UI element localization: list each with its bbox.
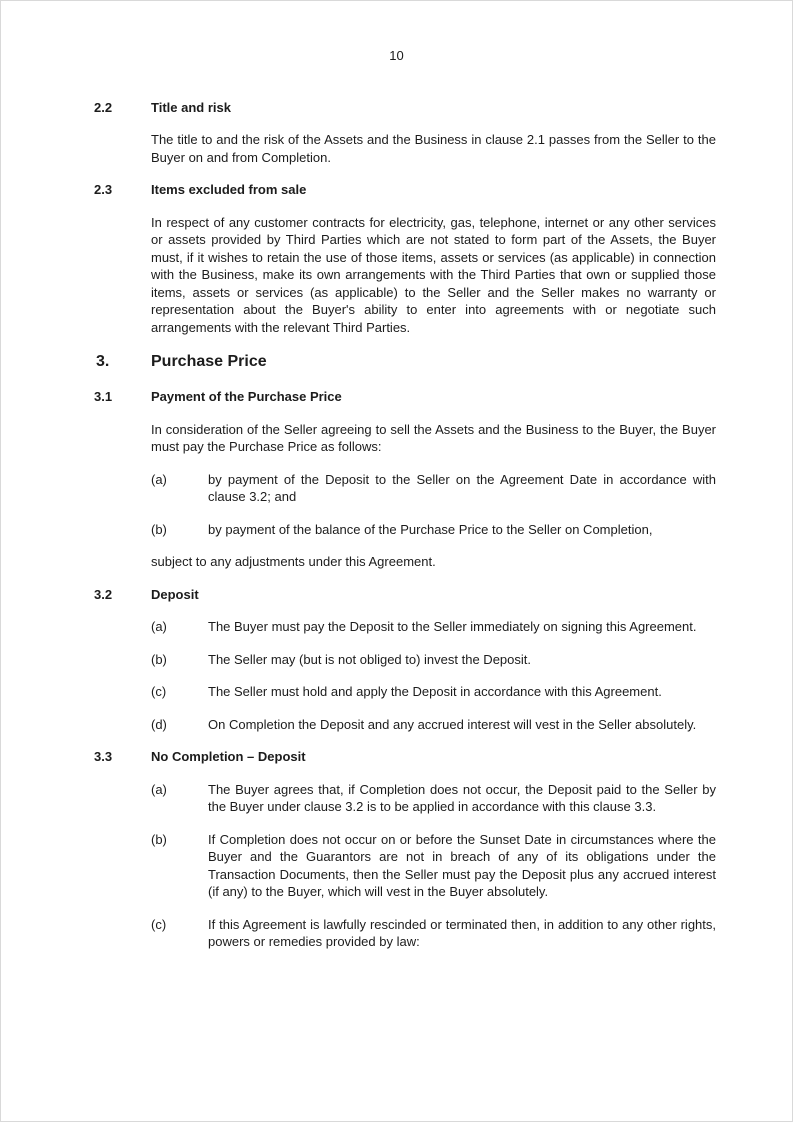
clause-title: Purchase Price: [151, 353, 267, 370]
clause-heading: [94, 99, 716, 117]
document-body: [94, 99, 716, 951]
list-item-marker: (a): [151, 781, 167, 797]
clause-number: 3.3: [94, 749, 113, 764]
list-item-marker: (b): [151, 831, 167, 847]
list-item: [151, 716, 716, 734]
list-item: [151, 683, 716, 701]
page-number: 10: [389, 48, 404, 63]
list-item: [151, 781, 716, 816]
list-item-text: The Buyer must pay the Deposit to the Seller immediately on signing this Agreement.: [208, 619, 697, 634]
list-item: [151, 916, 716, 951]
list-item-text: by payment of the balance of the Purchase Price to the Seller on Completion,: [208, 521, 653, 537]
list-item-text: On Completion the Deposit and any accrued interest will vest in the Seller absolutely.: [208, 716, 697, 732]
list-item-text: The Seller may (but is not obliged to) invest the Deposit.: [208, 651, 531, 667]
list-item: [151, 618, 716, 636]
list-item: [151, 831, 716, 901]
clause-number: 3.1: [94, 389, 113, 404]
list-item: [151, 471, 716, 506]
clause-heading: [94, 748, 716, 766]
clause-heading: [94, 351, 716, 372]
list-item-marker: (c): [151, 684, 167, 699]
list-item-text: If Completion does not occur on or before the Sunset Date in circumstances where the Buyer and the Guarantors are not in breach of any of its obligations under the Transaction Documents, then the Seller must pay the Deposit plus any accrued interest (if any) to the Buyer, which will vest in the Buyer absolutely.: [208, 831, 716, 899]
clause-title: Payment of the Purchase Price: [151, 389, 342, 404]
clause-number: 2.2: [94, 99, 113, 115]
list-item-marker: (b): [151, 651, 167, 667]
list-item-text: The Buyer agrees that, if Completion does not occur, the Deposit paid to the Seller by the Buyer under clause 3.2 is to be applied in accordance with this clause 3.3.: [208, 781, 716, 814]
list-item-marker: (a): [151, 619, 167, 634]
paragraph: In consideration of the Seller agreeing to sell the Assets and the Business to the Buyer, the Buyer must pay the Purchase Price as follows:: [151, 421, 716, 454]
paragraph: In respect of any customer contracts for electricity, gas, telephone, internet or any other services or assets provided by Third Parties which are not stated to form part of the Assets, the Buyer must, if it wishes to retain the use of those items, assets or services (as applicable) in connection with the Business, make its own arrangements with the Third Parties that own or supplied those items, assets or services (as applicable) to the Seller and the Seller makes no warranty or representation about the Buyer's ability to enter into agreements with or negotiate such arrangements with the relevant Third Parties.: [151, 214, 716, 335]
clause-title: Deposit: [151, 586, 199, 602]
list-item-marker: (d): [151, 716, 167, 732]
list-item-marker: (c): [151, 916, 167, 932]
clause-number: 2.3: [94, 182, 113, 197]
list-item: [151, 651, 716, 669]
list-item-text: by payment of the Deposit to the Seller on the Agreement Date in accordance with clause 3.2; and: [208, 471, 716, 504]
list-item-text: The Seller must hold and apply the Deposit in accordance with this Agreement.: [208, 684, 662, 699]
clause-title: Items excluded from sale: [151, 182, 307, 197]
clause-title: No Completion – Deposit: [151, 749, 306, 764]
paragraph: The title to and the risk of the Assets and the Business in clause 2.1 passes from the Seller to the Buyer on and from Completion.: [151, 132, 716, 165]
list-item: [151, 521, 716, 539]
clause-number: 3.: [96, 353, 110, 370]
list-item-marker: (b): [151, 521, 167, 537]
clause-title: Title and risk: [151, 99, 231, 115]
list-item-text: If this Agreement is lawfully rescinded or terminated then, in addition to any other rights, powers or remedies provided by law:: [208, 916, 716, 949]
paragraph: subject to any adjustments under this Agreement.: [151, 554, 436, 569]
clause-heading: [94, 586, 716, 604]
clause-number: 3.2: [94, 586, 113, 602]
clause-heading: [94, 388, 716, 406]
clause-heading: [94, 181, 716, 199]
list-item-marker: (a): [151, 471, 167, 487]
